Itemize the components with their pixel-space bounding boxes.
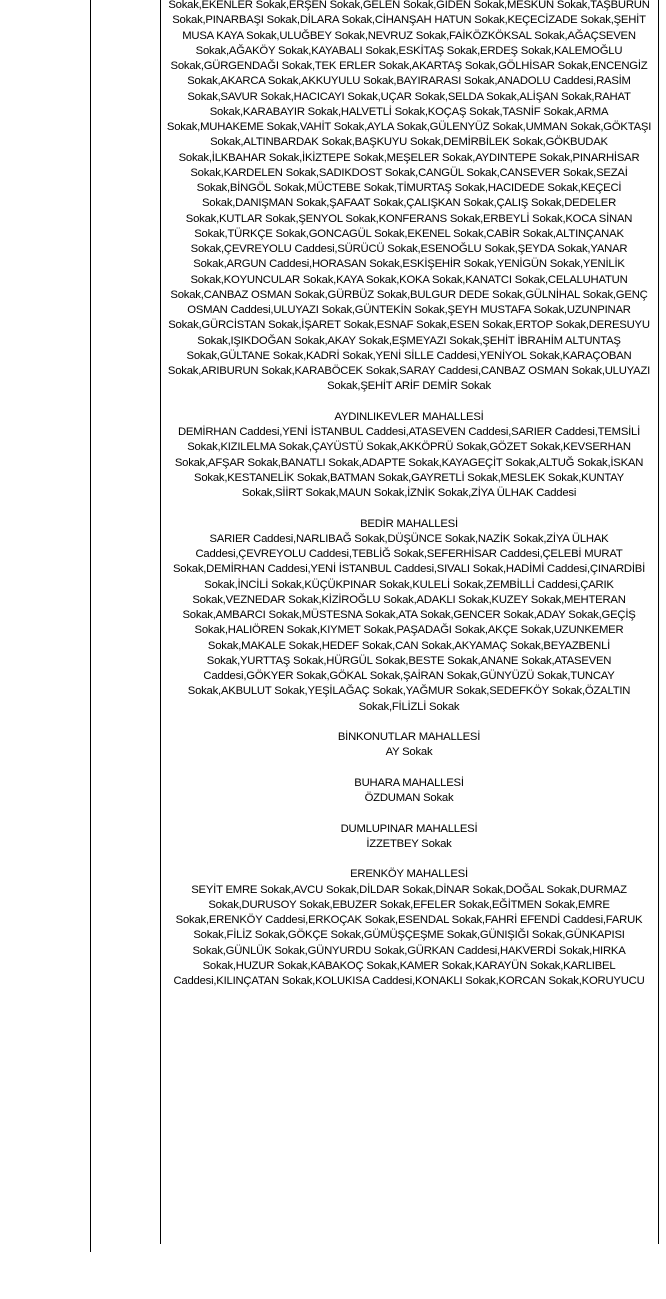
neighborhood-name: ERENKÖY MAHALLESİ — [350, 868, 468, 881]
neighborhood-block — [165, 776, 653, 807]
neighborhood-block — [165, 730, 653, 761]
neighborhood-block — [165, 517, 653, 715]
street-list-text: Sokak,EKENLER Sokak,ERŞEN Sokak,GELEN Sokak,GİDEN Sokak,MESKUN Sokak,TAŞBURUN Sokak,PINARBAŞI Sokak,DİLARA Sokak,CİHANŞAH HATUN Sokak,KEÇECİZADE Sokak,ŞEHİT MUSA KAYA Sokak,ULUĞBEY Sokak,NEVRUZ Sokak,FAİKÖZKÖKSAL Sokak,AĞAÇSEVEN Sokak,AĞAKÖY Sokak,KAYABALI Sokak,ESKİTAŞ Sokak,ERDEŞ Sokak,KALEMOĞLU Sokak,GÜRGENDAĞI Sokak,TEK ERLER Sokak,AKARTAŞ Sokak,GÖLHİSAR Sokak,ENCENGİZ Sokak,AKARCA Sokak,AKKUYULU Sokak,BAYIRARASI Sokak,ANADOLU Caddesi,RASİM Sokak,SAVUR Sokak,HACICAYI Sokak,UÇAR Sokak,SELDA Sokak,ALİŞAN Sokak,RAHAT Sokak,KARABAYIR Sokak,HALVETLİ Sokak,KOÇAŞ Sokak,TASNİF Sokak,ARMA Sokak,MUHAKEME Sokak,VAHİT Sokak,AYLA Sokak,GÜLENYÜZ Sokak,UMMAN Sokak,GÖKTAŞI Sokak,ALTINBARDAK Sokak,BAŞKUYU Sokak,DEMİRBİLEK Sokak,GÖKBUDAK Sokak,İLKBAHAR Sokak,İKİZTEPE Sokak,MEŞELER Sokak,AYDINTEPE Sokak,PINARHİSAR Sokak,KARDELEN Sokak,SADIKDOST Sokak,CANGÜL Sokak,CANSEVER Sokak,SEZAİ Sokak,BİNGÖL Sokak,MÜCTEBE Sokak,TİMURTAŞ Sokak,HACIDEDE Sokak,KEÇECİ Sokak,DANIŞMAN Sokak,ŞAFAAT Sokak,ÇALIŞKAN Sokak,ÇALIŞ Sokak,DEDELER Sokak,KUTLAR Sokak,ŞENYOL Sokak,KONFERANS Sokak,ERBEYLİ Sokak,KOCA SİNAN Sokak,TÜRKÇE Sokak,GONCAGÜL Sokak,EKENEL Sokak,CABİR Sokak,ALTINÇANAK Sokak,ÇEVREYOLU Caddesi,SÜRÜCÜ Sokak,ESENOĞLU Sokak,ŞEYDA Sokak,YANAR Sokak,ARGUN Caddesi,HORASAN Sokak,ESKİŞEHİR Sokak,YENİGÜN Sokak,YENİLİK Sokak,KOYUNCULAR Sokak,KAYA Sokak,KOKA Sokak,KANATCI Sokak,CELALUHATUN Sokak,CANBAZ OSMAN Sokak,GÜRBÜZ Sokak,BULGUR DEDE Sokak,GÜLNİHAL Sokak,GENÇ OSMAN Caddesi,ULUYAZI Sokak,GÜNTEKİN Sokak,ŞEYH MUSTAFA Sokak,UZUNPINAR Sokak,GÜRCİSTAN Sokak,İŞARET Sokak,ESNAF Sokak,ESEN Sokak,ERTOP Sokak,DERESUYU Sokak,IŞIKDOĞAN Sokak,AKAY Sokak,EŞMEYAZI Sokak,ŞEHİT İBRAHİM ALTUNTAŞ Sokak,GÜLTANE Sokak,KADRİ Sokak,YENİ SİLLE Caddesi,YENİYOL Sokak,KARAÇOBAN Sokak,ARIBURUN Sokak,KARABÖCEK Sokak,SARAY Caddesi,CANBAZ OSMAN Sokak,ULUYAZI Sokak,ŞEHİT ARİF DEMİR Sokak — [166, 0, 652, 393]
table-column-divider — [160, 0, 161, 1244]
street-list-cell — [165, 0, 653, 989]
neighborhood-name: AYDINLIKEVLER MAHALLESİ — [334, 410, 484, 423]
neighborhood-name: BUHARA MAHALLESİ — [354, 776, 464, 789]
neighborhood-block — [165, 822, 653, 853]
neighborhood-streets: İZZETBEY Sokak — [366, 837, 452, 850]
neighborhood-streets: SARIER Caddesi,NARLIBAĞ Sokak,DÜŞÜNCE Sokak,NAZİK Sokak,ZİYA ÜLHAK Caddesi,ÇEVREYOLU Caddesi,TEBLİĞ Sokak,SEFERHİSAR Caddesi,ÇELEBİ MURAT Sokak,DEMİRHAN Caddesi,YENİ İSTANBUL Caddesi,SIVALI Sokak,HADİMİ Caddesi,ÇINARDİBİ Sokak,İNCİLİ Sokak,KÜÇÜKPINAR Sokak,KULELİ Sokak,ZEMBİLLİ Caddesi,ÇARIK Sokak,VEZNEDAR Sokak,KİZİROĞLU Sokak,ADAKLI Sokak,KUZEY Sokak,MEHTERAN Sokak,AMBARCI Sokak,MÜSTESNA Sokak,ATA Sokak,GENCER Sokak,ADAY Sokak,GEÇİŞ Sokak,HALIÖREN Sokak,KIYMET Sokak,PAŞADAĞI Sokak,AKÇE Sokak,UZUNKEMER Sokak,MAKALE Sokak,HEDEF Sokak,CAN Sokak,AKYAMAÇ Sokak,BEYAZBENLİ Sokak,YURTTAŞ Sokak,HÜRGÜL Sokak,BESTE Sokak,ANANE Sokak,ATASEVEN Caddesi,GÖKYER Sokak,GÖKAL Sokak,ŞAİRAN Sokak,GÜNYÜZÜ Sokak,TUNCAY Sokak,AKBULUT Sokak,YEŞİLAĞAÇ Sokak,YAĞMUR Sokak,SEDEFKÖY Sokak,ÖZALTIN Sokak,FİLİZLİ Sokak — [172, 532, 646, 713]
table-border-left — [90, 0, 91, 1252]
neighborhood-name: BEDİR MAHALLESİ — [360, 517, 458, 530]
neighborhood-name: DUMLUPINAR MAHALLESİ — [340, 822, 478, 835]
neighborhood-block — [165, 867, 653, 989]
neighborhood-streets: SEYİT EMRE Sokak,AVCU Sokak,DİLDAR Sokak,DİNAR Sokak,DOĞAL Sokak,DURMAZ Sokak,DURUSOY Sokak,EBUZER Sokak,EFELER Sokak,EĞİTMEN Sokak,EMRE Sokak,ERENKÖY Caddesi,ERKOÇAK Sokak,ESENDAL Sokak,FAHRİ EFENDİ Caddesi,FARUK Sokak,FİLİZ Sokak,GÖKÇE Sokak,GÜMÜŞÇEŞME Sokak,GÜNIŞIĞI Sokak,GÜNKAPISI Sokak,GÜNLÜK Sokak,GÜNYURDU Sokak,GÜRKAN Caddesi,HAKVERDİ Sokak,HIRKA Sokak,HUZUR Sokak,KABAKOÇ Sokak,KAMER Sokak,KARAYÜN Sokak,KARLIBEL Caddesi,KILINÇATAN Sokak,KOLUKISA Caddesi,KONAKLI Sokak,KORCAN Sokak,KORUYUCU — [173, 883, 645, 987]
neighborhood-streets: AY Sokak — [385, 746, 433, 759]
street-list-continued — [165, 0, 653, 395]
neighborhood-block — [165, 410, 653, 502]
neighborhood-streets: DEMİRHAN Caddesi,YENİ İSTANBUL Caddesi,ATASEVEN Caddesi,SARIER Caddesi,TEMSİLİ Sokak,KIZILELMA Sokak,ÇAYÜSTÜ Sokak,AKKÖPRÜ Sokak,GÖZET Sokak,KEVSERHAN Sokak,AFŞAR Sokak,BANATLI Sokak,ADAPTE Sokak,KAYAGEÇİT Sokak,ALTUĞ Sokak,İSKAN Sokak,KESTANELİK Sokak,BATMAN Sokak,GAYRETLİ Sokak,MESLEK Sokak,KUNTAY Sokak,SİİRT Sokak,MAUN Sokak,İZNİK Sokak,ZİYA ÜLHAK Caddesi — [174, 426, 644, 499]
neighborhood-name: BİNKONUTLAR MAHALLESİ — [337, 731, 481, 743]
neighborhood-streets: ÖZDUMAN Sokak — [364, 792, 454, 804]
table-border-right — [658, 0, 659, 1244]
